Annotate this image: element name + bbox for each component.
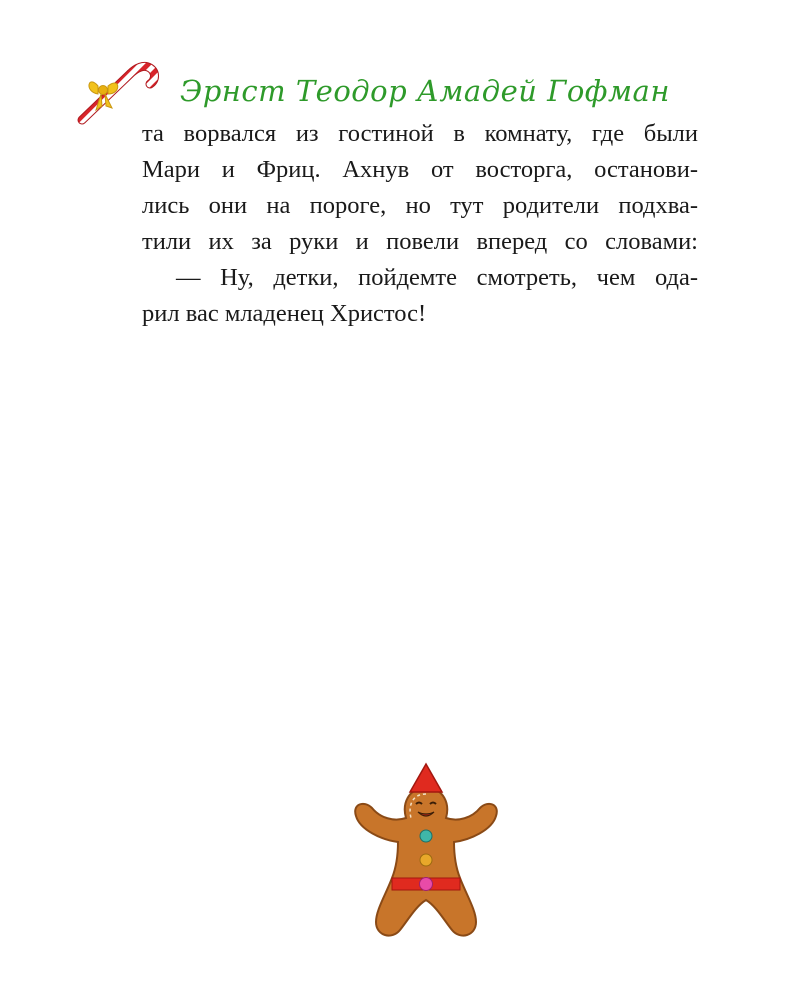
candy-cane-icon	[72, 52, 162, 126]
text-line: рил вас младенец Христос!	[142, 300, 427, 327]
gingerbread-man-icon	[346, 760, 506, 950]
text-line: лись они на пороге, но тут родители подхва-	[142, 192, 698, 219]
text-line: та ворвался из гостиной в комнату, где были	[142, 120, 698, 147]
text-line: тили их за руки и повели вперед со словами:	[142, 228, 698, 255]
text-line: Мари и Фриц. Ахнув от восторга, останови-	[142, 156, 698, 183]
text-line: — Ну, детки, пойдемте смотреть, чем ода-	[176, 264, 698, 291]
body-text	[142, 116, 698, 332]
running-head-author: Эрнст Теодор Амадей Гофман	[180, 74, 670, 108]
